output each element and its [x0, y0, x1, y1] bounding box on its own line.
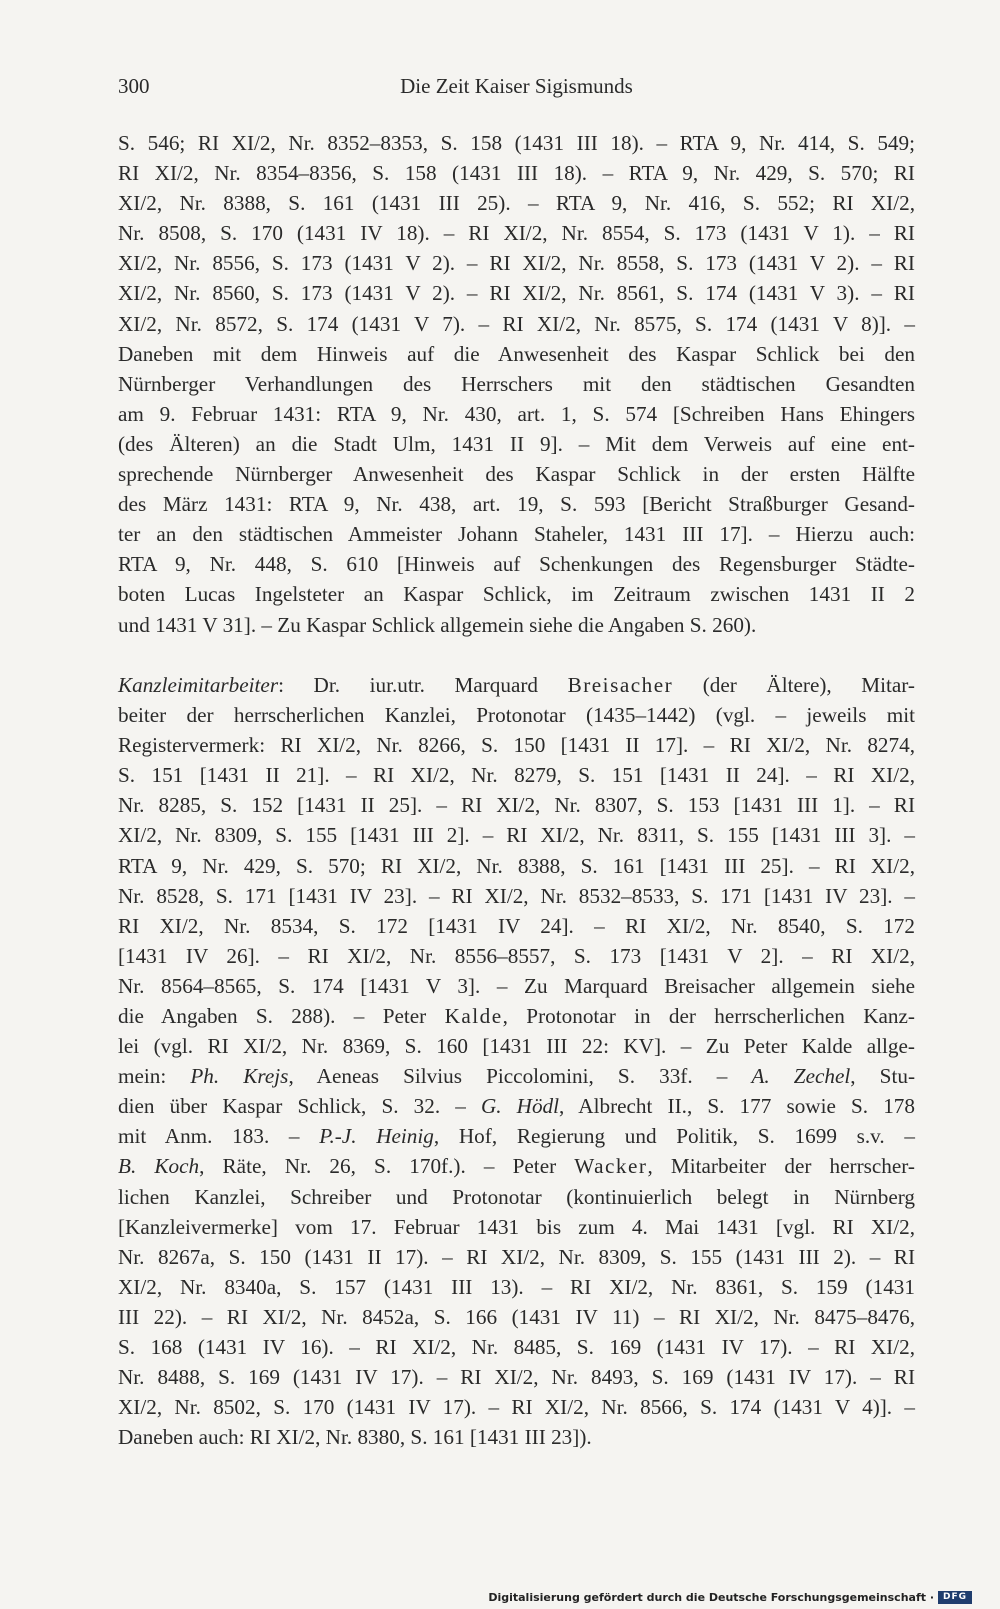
page-header: [118, 70, 915, 102]
text-line: RTA 9, Nr. 429, S. 570; RI XI/2, Nr. 8388, S. 161 [1431 III 25]. – RI XI/2,: [118, 853, 915, 878]
author-hoedl: G. Hödl: [480, 1094, 560, 1119]
text-run: die Angaben S. 288). – Peter: [118, 1004, 445, 1029]
text-line: RTA 9, Nr. 448, S. 610 [Hinweis auf Schenkungen des Regensburger Städte-: [118, 552, 915, 577]
text-run: , Mitarbeiter der herrscher-: [647, 1154, 915, 1179]
text-line: [118, 1121, 915, 1151]
text-line: des März 1431: RTA 9, Nr. 438, art. 19, S. 593 [Bericht Straßburger Gesand-: [118, 492, 915, 517]
text-run: Dr. iur.utr. Marquard: [283, 672, 568, 697]
text-line: [118, 1061, 915, 1091]
text-run: , Stu-: [850, 1064, 916, 1089]
body-text: [118, 128, 915, 1452]
text-line: Nr. 8488, S. 169 (1431 IV 17). – RI XI/2, Nr. 8493, S. 169 (1431 IV 17). – RI: [118, 1365, 915, 1390]
text-line: boten Lucas Ingelsteter an Kaspar Schlick, im Zeitraum zwischen 1431 II 2: [118, 582, 915, 607]
text-line: ter an den städtischen Ammeister Johann Staheler, 1431 III 17]. – Hierzu auch:: [118, 522, 915, 547]
text-line: beiter der herrscherlichen Kanzlei, Protonotar (1435–1442) (vgl. – jeweils mit: [118, 703, 915, 728]
text-line: XI/2, Nr. 8388, S. 161 (1431 III 25). – RTA 9, Nr. 416, S. 552; RI XI/2,: [118, 191, 915, 216]
text-line: am 9. Februar 1431: RTA 9, Nr. 430, art. 1, S. 574 [Schreiben Hans Ehingers: [118, 401, 915, 426]
text-line: [118, 670, 915, 700]
text-line: III 22). – RI XI/2, Nr. 8452a, S. 166 (1431 IV 11) – RI XI/2, Nr. 8475–8476,: [118, 1304, 915, 1329]
text-line: Nr. 8267a, S. 150 (1431 II 17). – RI XI/2, Nr. 8309, S. 155 (1431 III 2). – RI: [118, 1244, 915, 1269]
text-line: lichen Kanzlei, Schreiber und Protonotar (kontinuierlich belegt in Nürnberg: [118, 1184, 915, 1209]
paragraph-gap: [118, 640, 915, 670]
text-run: dien über Kaspar Schlick, S. 32. –: [118, 1094, 481, 1119]
text-line: Nürnberger Verhandlungen des Herrschers mit den städtischen Gesandten: [118, 371, 915, 396]
footer-text: Digitalisierung gefördert durch die Deutsche Forschungsgemeinschaft ·: [488, 1590, 934, 1604]
text-line: RI XI/2, Nr. 8354–8356, S. 158 (1431 III 18). – RTA 9, Nr. 429, S. 570; RI: [118, 161, 915, 186]
text-line: [Kanzleivermerke] vom 17. Februar 1431 bis zum 4. Mai 1431 [vgl. RI XI/2,: [118, 1214, 915, 1239]
section-label: Kanzleimitarbeiter: [118, 672, 279, 697]
text-line: [1431 IV 26]. – RI XI/2, Nr. 8556–8557, S. 173 [1431 V 2]. – RI XI/2,: [118, 943, 915, 968]
text-run: , Hof, Regierung und Politik, S. 1699 s.v. –: [433, 1124, 915, 1149]
text-line: XI/2, Nr. 8309, S. 155 [1431 III 2]. – RI XI/2, Nr. 8311, S. 155 [1431 III 3]. –: [118, 823, 915, 848]
text-run: (der Ältere), Mitar-: [673, 672, 915, 697]
name-kalde: Kalde: [444, 1004, 503, 1029]
paragraph-1: [118, 128, 915, 640]
text-line: Nr. 8508, S. 170 (1431 IV 18). – RI XI/2, Nr. 8554, S. 173 (1431 V 1). – RI: [118, 221, 915, 246]
text-line: XI/2, Nr. 8340a, S. 157 (1431 III 13). – RI XI/2, Nr. 8361, S. 159 (1431: [118, 1274, 915, 1299]
text-line: lei (vgl. RI XI/2, Nr. 8369, S. 160 [1431 III 22: KV]. – Zu Peter Kalde allge-: [118, 1034, 915, 1059]
text-line: S. 151 [1431 II 21]. – RI XI/2, Nr. 8279, S. 151 [1431 II 24]. – RI XI/2,: [118, 763, 915, 788]
text-line: S. 168 (1431 IV 16). – RI XI/2, Nr. 8485, S. 169 (1431 IV 17). – RI XI/2,: [118, 1335, 915, 1360]
text-line: RI XI/2, Nr. 8534, S. 172 [1431 IV 24]. – RI XI/2, Nr. 8540, S. 172: [118, 913, 915, 938]
name-breisacher: Breisacher: [567, 672, 674, 697]
text-line: [118, 1091, 915, 1121]
text-line: (des Älteren) an die Stadt Ulm, 1431 II 9]. – Mit dem Verweis auf eine ent-: [118, 431, 915, 456]
digitization-footer: [488, 1589, 972, 1605]
text-run: , Aeneas Silvius Piccolomini, S. 33f. –: [288, 1064, 752, 1089]
text-line: sprechende Nürnberger Anwesenheit des Kaspar Schlick in der ersten Hälfte: [118, 462, 915, 487]
text-line: XI/2, Nr. 8556, S. 173 (1431 V 2). – RI XI/2, Nr. 8558, S. 173 (1431 V 2). – RI: [118, 251, 915, 276]
author-heinig: P.-J. Heinig: [319, 1124, 434, 1149]
text-line: [118, 1151, 915, 1181]
colon: :: [278, 672, 284, 697]
text-line: Registervermerk: RI XI/2, Nr. 8266, S. 150 [1431 II 17]. – RI XI/2, Nr. 8274,: [118, 733, 915, 758]
paragraph-2: [118, 670, 915, 1452]
page-number: 300: [118, 74, 150, 98]
text-run: , Räte, Nr. 26, S. 170f.). – Peter: [199, 1154, 575, 1179]
text-line: Nr. 8564–8565, S. 174 [1431 V 3]. – Zu Marquard Breisacher allgemein siehe: [118, 973, 915, 998]
name-wacker: Wacker: [574, 1154, 648, 1179]
running-title: Die Zeit Kaiser Sigismunds: [400, 74, 633, 98]
text-line: Nr. 8528, S. 171 [1431 IV 23]. – RI XI/2, Nr. 8532–8533, S. 171 [1431 IV 23]. –: [118, 883, 915, 908]
text-line: Daneben auch: RI XI/2, Nr. 8380, S. 161 [1431 III 23]).: [118, 1425, 592, 1450]
author-krejs: Ph. Krejs: [190, 1064, 289, 1089]
text-line: [118, 1001, 915, 1031]
text-run: mit Anm. 183. –: [118, 1124, 320, 1149]
text-line: XI/2, Nr. 8502, S. 170 (1431 IV 17). – RI XI/2, Nr. 8566, S. 174 (1431 V 4)]. –: [118, 1395, 915, 1420]
text-run: mein:: [118, 1064, 191, 1089]
text-line: XI/2, Nr. 8560, S. 173 (1431 V 2). – RI XI/2, Nr. 8561, S. 174 (1431 V 3). – RI: [118, 281, 915, 306]
text-line: Daneben mit dem Hinweis auf die Anwesenheit des Kaspar Schlick bei den: [118, 341, 915, 366]
text-run: , Albrecht II., S. 177 sowie S. 178: [559, 1094, 915, 1119]
author-zechel: A. Zechel: [751, 1064, 851, 1089]
text-run: , Protonotar in der herrscherlichen Kanz-: [502, 1004, 915, 1029]
text-line: S. 546; RI XI/2, Nr. 8352–8353, S. 158 (1431 III 18). – RTA 9, Nr. 414, S. 549;: [118, 131, 915, 155]
text-line: und 1431 V 31]. – Zu Kaspar Schlick allgemein siehe die Angaben S. 260).: [118, 612, 757, 637]
author-koch: B. Koch: [118, 1154, 200, 1179]
dfg-logo: DFG: [938, 1591, 972, 1604]
text-line: XI/2, Nr. 8572, S. 174 (1431 V 7). – RI XI/2, Nr. 8575, S. 174 (1431 V 8)]. –: [118, 311, 915, 336]
text-line: Nr. 8285, S. 152 [1431 II 25]. – RI XI/2, Nr. 8307, S. 153 [1431 III 1]. – RI: [118, 793, 915, 818]
